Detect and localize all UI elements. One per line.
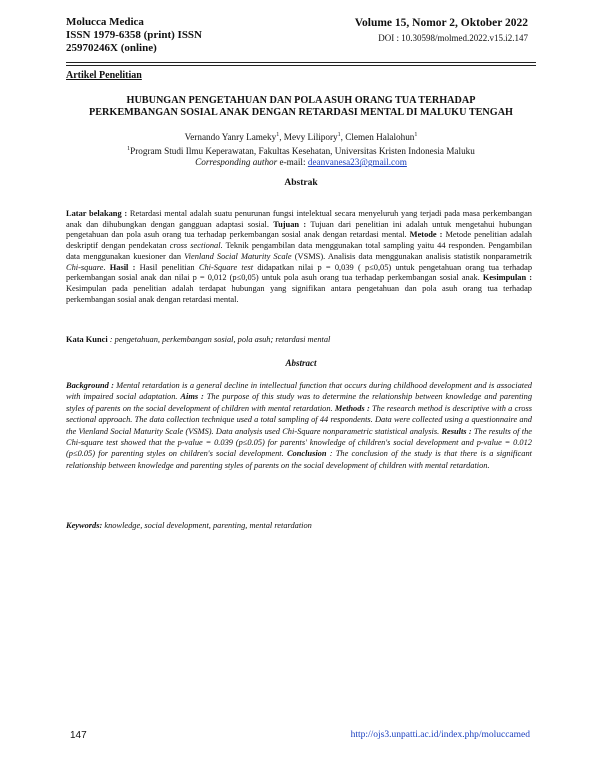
metode-label: Metode : xyxy=(409,230,443,240)
kata-kunci-label: Kata Kunci xyxy=(66,335,108,344)
latar-label: Latar belakang : xyxy=(66,209,128,218)
article-type: Artikel Penelitian xyxy=(66,70,142,81)
issn-online: 25970246X (online) xyxy=(66,42,157,54)
authors-block xyxy=(66,130,536,169)
conclusion-label: Conclusion xyxy=(286,449,327,459)
affiliation-text: Program Studi Ilmu Keperawatan, Fakultas Kesehatan, Universitas Kristen Indonesia Maluku xyxy=(130,145,475,156)
author-3-sup: 1 xyxy=(414,132,418,138)
metode-text-1: Metode penelitian adalah deskriptif dengan pendekatan xyxy=(66,230,532,251)
metode-italic-2: Vienland Social Maturity Scale xyxy=(184,251,292,261)
header-rule-bottom xyxy=(66,65,536,66)
latar-text: Retardasi mental adalah suatu penurunan fungsi intelektual secara menyeluruh yang terjadi pada masa perkembangan anak dan dihubungkan dengan gangguan adaptasi sosial. xyxy=(66,209,532,229)
kesimpulan-text: Kesimpulan pada penelitian adalah terdapat hubungan yang signifikan antara pengetahuan dan pola asuh orang tua terhadap perkembangan sosial anak dengan retardasi mental. xyxy=(66,283,532,304)
aims-text: The purpose of this study was to determine the relationship between knowledge and parenting styles of parents on the social development of children with mental retardation. xyxy=(66,392,533,413)
issn-print: ISSN 1979-6358 (print) ISSN xyxy=(66,29,202,41)
email-label: e-mail: xyxy=(277,157,308,168)
aims-label: Aims : xyxy=(180,392,204,402)
metode-text-3: (VSMS). Analisis data menggunakan analisis statistik nonparametrik xyxy=(291,251,532,261)
results-label: Results : xyxy=(441,426,472,436)
title-line-1: HUBUNGAN PENGETAHUAN DAN POLA ASUH ORANG TUA TERHADAP xyxy=(126,95,476,106)
doi: DOI : 10.30598/molmed.2022.v15.i2.147 xyxy=(378,33,528,43)
keywords-label: Keywords: xyxy=(66,521,103,530)
kata-kunci-text: : pengetahuan, perkembangan sosial, pola asuh; retardasi mental xyxy=(109,335,331,344)
header-rule-top xyxy=(66,62,536,63)
affiliation xyxy=(66,144,536,158)
article-title xyxy=(66,95,536,119)
conclusion-text: : The conclusion of the study is that there is a significant relationship between knowledge and parenting styles of parents on the social development of children with mental retardation. xyxy=(66,449,532,470)
hasil-text-1: Hasil penelitian xyxy=(135,262,199,272)
corresponding xyxy=(66,157,536,169)
author-2: , Mevy Lilipory xyxy=(279,132,338,143)
author-3: , Clemen Halalohun xyxy=(340,132,415,143)
tujuan-text: Tujuan dari penelitian ini adalah untuk mengetahui hubungan pengetahuan dan pola asuh orang tua terhadap perkembangan sosial anak dengan retardasi mental. xyxy=(66,219,532,240)
keywords xyxy=(66,521,536,530)
tujuan-label: Tujuan : xyxy=(273,219,307,229)
abstrak-body xyxy=(66,209,532,305)
hasil-italic: Chi-Square test xyxy=(198,262,254,272)
kata-kunci xyxy=(66,335,536,344)
email-link[interactable]: deanvanesa23@gmail.com xyxy=(307,157,407,168)
journal-url-link[interactable]: http://ojs3.unpatti.ac.id/index.php/moluccamed xyxy=(350,730,530,740)
metode-italic-1: cross sectional xyxy=(169,241,221,251)
author-names xyxy=(66,130,536,144)
abstract-heading: Abstract xyxy=(285,358,317,368)
metode-italic-3: Chi-square xyxy=(66,262,104,272)
hasil-text-2: didapatkan nilai p = 0,039 ( p≤0,05) untuk pengetahuan orang tua terhadap perkembangan sosial anak dan nilai p = 0,012 (p≤0,05) untuk pola asuh orang tua terhadap perkembangan sosial anak. xyxy=(66,262,533,283)
background-text: Mental retardation is a general decline in intellectual function that occurs during childhood development and is associated with impaired social adaptation. xyxy=(66,381,532,402)
methods-text: The research method is descriptive with a cross sectional approach. The data collection technique used a total sampling of 44 respondents. Data were collected using a questionnaire and the Vienland Social Maturity Scale (VSMS). Data analysis used Chi-Square nonparametric statistical analysis. xyxy=(66,403,532,436)
affiliation-sup: 1 xyxy=(127,145,131,152)
metode-text-4: . xyxy=(103,262,110,272)
corresponding-label: Corresponding author xyxy=(195,157,278,168)
kesimpulan-label: Kesimpulan : xyxy=(482,273,532,283)
author-2-sup: 1 xyxy=(337,132,341,138)
abstract-body xyxy=(66,380,532,471)
methods-label: Methods : xyxy=(334,403,370,413)
metode-text-2: . Teknik pengambilan data menggunakan total sampling yaitu 44 responden. Pengambilan data menggunakan kuesioner dan xyxy=(66,241,532,261)
results-text: The results of the Chi-square test showed that the p-value = 0.039 (p≤0.05) for parents' knowledge of children's social development and p-value = 0.012 (p≤0.05) for parenting styles on children's social development. xyxy=(66,426,532,459)
author-1-sup: 1 xyxy=(276,132,280,138)
background-label: Background : xyxy=(66,381,114,390)
title-line-2: PERKEMBANGAN SOSIAL ANAK DENGAN RETARDASI MENTAL DI MALUKU TENGAH xyxy=(89,107,513,118)
page-number: 147 xyxy=(70,730,87,741)
author-1: Vernando Yanry Lameky xyxy=(184,132,277,143)
hasil-label: Hasil : xyxy=(109,262,136,272)
journal-name: Molucca Medica xyxy=(66,16,144,28)
abstrak-heading: Abstrak xyxy=(284,178,318,188)
journal-header-left xyxy=(66,16,226,55)
keywords-text: knowledge, social development, parenting, mental retardation xyxy=(102,521,312,530)
journal-header-right xyxy=(355,16,528,44)
volume-info: Volume 15, Nomor 2, Oktober 2022 xyxy=(354,17,528,29)
